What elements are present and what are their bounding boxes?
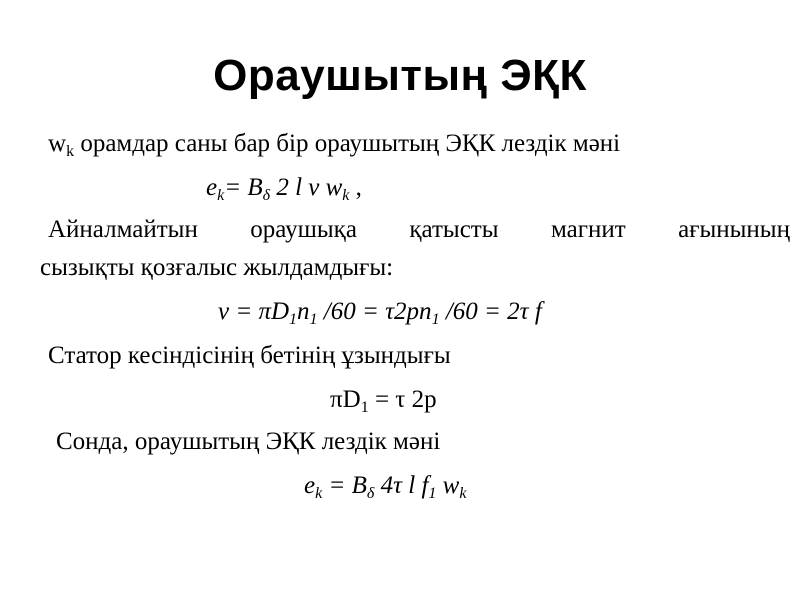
line-text: орамдар саны бар бір ораушытың ЭҚК лездік мәні <box>74 130 621 157</box>
formula-velocity <box>218 296 542 328</box>
formula-subscript: 1 <box>428 485 437 502</box>
formula-subscript: k <box>217 187 225 204</box>
formula-subscript: 1 <box>431 311 440 328</box>
formula-term: e <box>304 472 316 499</box>
word: Айналмайтын <box>48 216 198 243</box>
text-line-velocity: сызықты қозғалыс жылдамдығы: <box>40 254 394 281</box>
formula-circumference <box>330 384 437 416</box>
word: ағынының <box>678 216 790 243</box>
formula-term: πD <box>330 386 361 413</box>
word: қатысты <box>409 216 499 243</box>
formula-subscript: 1 <box>289 311 298 328</box>
formula-term: n <box>297 298 310 325</box>
formula-term: v = πD <box>218 298 290 325</box>
formula-term: /60 = τ2pn <box>317 298 432 325</box>
formula-term: , <box>349 174 362 201</box>
formula-subscript: k <box>315 485 323 502</box>
text-line-justified <box>48 214 790 246</box>
formula-term: w <box>436 472 460 499</box>
var-w: w <box>48 130 67 157</box>
slide-title: Ораушытың ЭҚК <box>213 51 587 100</box>
text-line-result: Сонда, ораушытың ЭҚК лездік мәні <box>56 428 441 455</box>
formula-subscript: k <box>342 187 350 204</box>
formula-term: = τ 2p <box>368 386 437 413</box>
formula-term: /60 = 2τ f <box>439 298 542 325</box>
formula-subscript: k <box>459 485 467 502</box>
formula-emf-instant <box>206 172 362 204</box>
formula-emf-final <box>304 470 466 502</box>
formula-term: = B <box>224 174 263 201</box>
word: магнит <box>550 216 626 243</box>
var-w-subscript: k <box>66 143 75 160</box>
word: ораушықа <box>250 216 357 243</box>
text-line-stator: Статор кесіндісінің бетінің ұзындығы <box>48 342 451 369</box>
formula-subscript: 1 <box>309 311 318 328</box>
formula-subscript: δ <box>262 187 271 204</box>
text-line-turns <box>48 128 620 160</box>
formula-term: e <box>206 174 218 201</box>
formula-term: 2 l v w <box>270 174 343 201</box>
formula-subscript: δ <box>366 485 375 502</box>
formula-term: = B <box>322 472 367 499</box>
formula-term: 4τ l f <box>374 472 429 499</box>
formula-subscript: 1 <box>360 399 369 416</box>
